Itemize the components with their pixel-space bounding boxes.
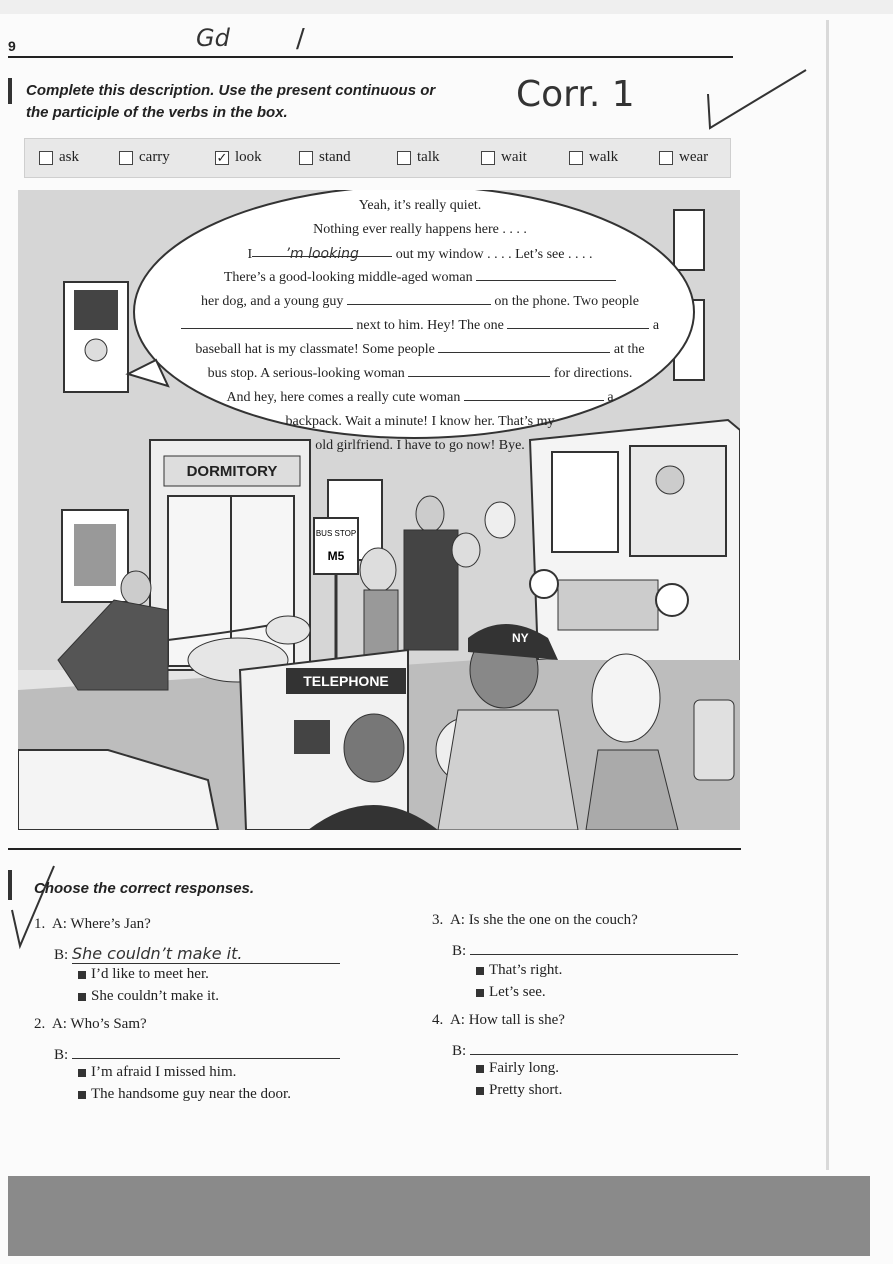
handwritten-checkmark-icon — [4, 860, 64, 950]
verb-option-ask[interactable]: ask — [39, 149, 79, 166]
question-1-b: B: She couldn’t make it. — [54, 944, 340, 964]
bullet-square-icon — [78, 1091, 86, 1099]
bullet-square-icon — [476, 989, 484, 997]
answer-blank-8[interactable] — [464, 386, 604, 401]
speech-line-6: next to him. Hey! The one a — [140, 314, 700, 338]
verb-option-look[interactable]: ✓ look — [216, 149, 262, 165]
answer-line-1[interactable]: She couldn’t make it. — [72, 944, 340, 964]
answer-blank-2[interactable] — [476, 266, 616, 281]
option-4b[interactable]: Pretty short. — [476, 1082, 562, 1099]
verb-option-stand[interactable]: stand — [299, 149, 351, 166]
checkbox-icon[interactable] — [569, 151, 583, 165]
option-4a[interactable]: Fairly long. — [476, 1060, 559, 1077]
verb-option-wait[interactable]: wait — [481, 149, 527, 166]
speech-line-10: backpack. Wait a minute! I know her. That’s my — [285, 414, 555, 429]
verb-box — [24, 138, 731, 178]
speech-line-1: Yeah, it’s really quiet. — [358, 198, 482, 213]
woman-with-backpack — [592, 654, 660, 742]
option-1b[interactable]: She couldn’t make it. — [78, 988, 219, 1005]
speech-line-8: bus stop. A serious-looking woman for directions. — [140, 362, 700, 386]
bus-number-label: M5 — [327, 549, 345, 563]
checkbox-icon[interactable] — [397, 151, 411, 165]
scan-bottom-edge — [8, 1176, 870, 1256]
answer-blank-5[interactable] — [507, 314, 649, 329]
speech-line-5: her dog, and a young guy on the phone. Two people — [140, 290, 700, 314]
question-2-b: B: — [54, 1044, 340, 1064]
man-on-phone — [344, 714, 404, 782]
bus-stop-label: BUS STOP — [315, 529, 357, 538]
bullet-square-icon — [78, 971, 86, 979]
section-rule-top — [8, 56, 733, 58]
checkbox-icon[interactable] — [299, 151, 313, 165]
answer-blank-1[interactable]: ’m looking — [252, 242, 392, 257]
cap-logo: NY — [512, 631, 529, 645]
bullet-square-icon — [78, 993, 86, 1001]
option-3b[interactable]: Let’s see. — [476, 984, 546, 1001]
verb-option-wear[interactable]: wear — [659, 149, 708, 166]
telephone-sign: TELEPHONE — [303, 673, 389, 689]
answer-blank-7[interactable] — [408, 362, 550, 377]
handwritten-top-note: Gd — [196, 24, 230, 52]
speech-line-3: I ’m looking out my window . . . . Let’s see . . . . — [140, 242, 700, 267]
checkbox-icon[interactable] — [119, 151, 133, 165]
option-3a[interactable]: That’s right. — [476, 962, 562, 979]
question-4-b: B: — [452, 1040, 738, 1060]
question-2-a: 2. A: Who’s Sam? — [34, 1016, 147, 1032]
speech-line-2: Nothing ever really happens here . . . . — [313, 222, 527, 237]
exercise1-instruction-line1: Complete this description. Use the present continuous or — [26, 82, 436, 99]
scan-top-edge — [0, 0, 893, 14]
speech-line-9: And hey, here comes a really cute woman a — [140, 386, 700, 410]
option-1a[interactable]: I’d like to meet her. — [78, 966, 209, 983]
section-rule-middle — [8, 848, 741, 850]
answer-line-3[interactable] — [470, 940, 738, 955]
dormitory-sign: DORMITORY — [186, 463, 278, 480]
speech-line-4: There’s a good-looking middle-aged woman — [140, 266, 700, 290]
handwritten-correction: Corr. 1 — [516, 74, 635, 115]
answer-line-4[interactable] — [470, 1040, 738, 1055]
bullet-square-icon — [476, 967, 484, 975]
section-marker — [8, 78, 12, 104]
answer-blank-4[interactable] — [181, 314, 353, 329]
question-3-b: B: — [452, 940, 738, 960]
question-3-a: 3. A: Is she the one on the couch? — [432, 912, 638, 928]
handwritten-slash: / — [296, 24, 305, 54]
answer-blank-3[interactable] — [347, 290, 491, 305]
bullet-square-icon — [476, 1087, 484, 1095]
speech-line-11: old girlfriend. I have to go now! Bye. — [315, 438, 525, 453]
answer-blank-6[interactable] — [438, 338, 610, 353]
question-4-a: 4. A: How tall is she? — [432, 1012, 565, 1028]
checked-checkbox-icon[interactable]: ✓ — [216, 149, 228, 165]
checkbox-icon[interactable] — [659, 151, 673, 165]
question-1-a: 1. A: Where’s Jan? — [34, 916, 151, 932]
option-2b[interactable]: The handsome guy near the door. — [78, 1086, 291, 1103]
page-edge — [826, 20, 829, 1170]
bullet-square-icon — [476, 1065, 484, 1073]
verb-option-walk[interactable]: walk — [569, 149, 618, 166]
bullet-square-icon — [78, 1069, 86, 1077]
verb-option-carry[interactable]: carry — [119, 149, 170, 166]
option-2a[interactable]: I’m afraid I missed him. — [78, 1064, 236, 1081]
exercise1-instruction-line2: the participle of the verbs in the box. — [26, 104, 288, 121]
answer-line-2[interactable] — [72, 1044, 340, 1059]
verb-option-talk[interactable]: talk — [397, 149, 440, 166]
exercise2-instruction: Choose the correct responses. — [34, 880, 255, 897]
page-number: 9 — [8, 38, 16, 54]
checkbox-icon[interactable] — [39, 151, 53, 165]
bus-stop-sign — [314, 518, 358, 574]
speech-line-7: baseball hat is my classmate! Some people at the — [140, 338, 700, 362]
checkbox-icon[interactable] — [481, 151, 495, 165]
handwritten-checkmark-icon — [700, 64, 812, 134]
